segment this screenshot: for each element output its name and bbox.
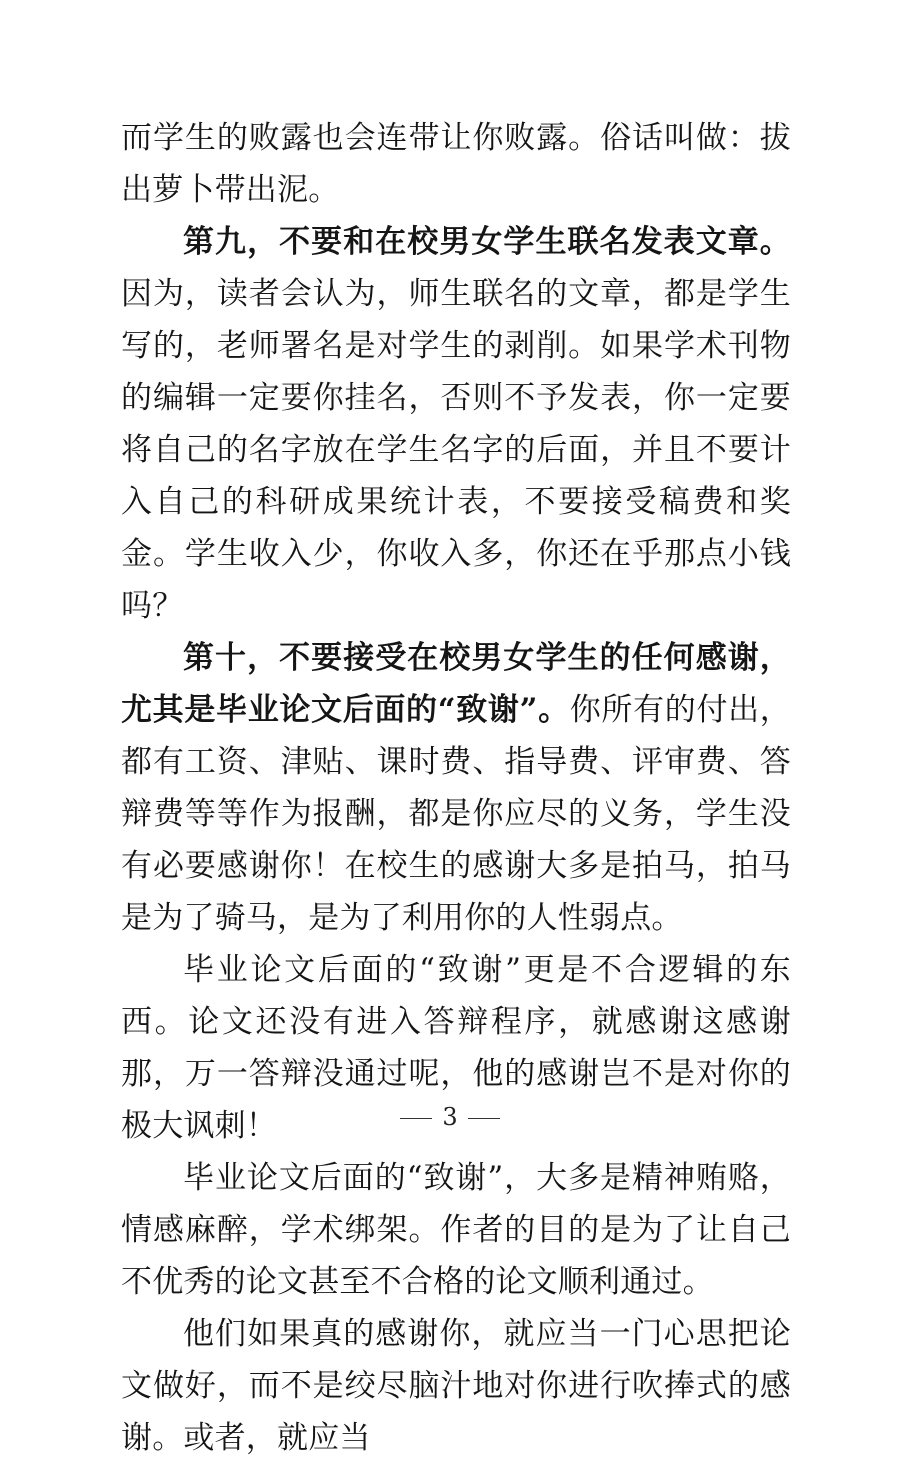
document-body: [121, 112, 791, 1464]
paragraph-2-lead: 第九，不要和在校男女学生联名发表文章。: [183, 224, 791, 260]
footer-dash-left: [400, 1118, 432, 1119]
paragraph-1: [121, 112, 791, 216]
paragraph-6-text: 他们如果真的感谢你，就应当一门心思把论文做好，而不是绞尽脑汁地对你进行吹捧式的感谢。或者，就应当: [121, 1316, 791, 1456]
paragraph-4-text: 毕业论文后面的“致谢”更是不合逻辑的东西。论文还没有进入答辩程序，就感谢这感谢那，万一答辩没通过呢，他的感谢岂不是对你的极大讽刺！: [121, 952, 791, 1144]
paragraph-1-text: 而学生的败露也会连带让你败露。俗话叫做：拔出萝卜带出泥。: [121, 120, 791, 208]
page-footer: [0, 1102, 900, 1132]
paragraph-3-lead: 第十，不要接受在校男女学生的任何感谢，尤其是毕业论文后面的“致谢”。: [121, 640, 791, 728]
paragraph-5-text: 毕业论文后面的“致谢”，大多是精神贿赂，情感麻醉，学术绑架。作者的目的是为了让自己不优秀的论文甚至不合格的论文顺利通过。: [121, 1160, 791, 1300]
footer-dash-right: [468, 1118, 500, 1119]
paragraph-2-text: 因为，读者会认为，师生联名的文章，都是学生写的，老师署名是对学生的剥削。如果学术刊物的编辑一定要你挂名，否则不予发表，你一定要将自己的名字放在学生名字的后面，并且不要计入自己的科研成果统计表，不要接受稿费和奖金。学生收入少，你收入多，你还在乎那点小钱吗？: [121, 276, 791, 624]
paragraph-5: [121, 1152, 791, 1308]
paragraph-6: [121, 1308, 791, 1464]
paragraph-3-text: 你所有的付出，都有工资、津贴、课时费、指导费、评审费、答辩费等等作为报酬，都是你应尽的义务，学生没有必要感谢你！在校生的感谢大多是拍马，拍马是为了骑马，是为了利用你的人性弱点。: [121, 692, 791, 936]
paragraph-2: [121, 216, 791, 632]
page-number: 3: [442, 1103, 458, 1131]
paragraph-3: [121, 632, 791, 944]
